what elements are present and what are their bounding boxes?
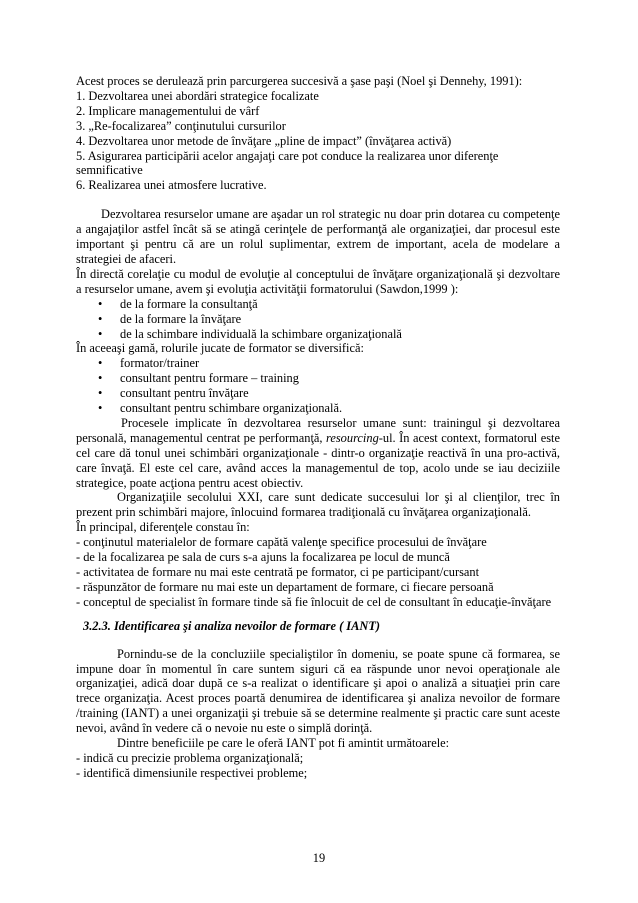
paragraph-roles: În aceeaşi gamă, rolurile jucate de formator se diversifică:: [76, 341, 364, 356]
paragraph-processes: Procesele implicate în dezvoltarea resurselor umane sunt: trainingul şi dezvoltarea personală, managementul centrat pe performanţă, resourcing-ul. În acest context, formatorul este cel care dă tonul unei schimbări organizaţionale - dintr-o organizaţie reactivă în una pro-activă, care învaţă. El este cel care, având acces la managementul de top, acolo unde se iau deciziile strategice, poate acţiona pentru acest obiectiv.: [76, 415, 560, 490]
differences-intro: În principal, diferenţele constau în:: [76, 520, 250, 535]
bullet-icon: •: [98, 296, 103, 311]
italic-term: resourcing: [326, 430, 379, 445]
paragraph-iant: Pornindu-se de la concluziile specialiştilor în domeniu, se poate spune că formarea, se impune doar în momentul în care suntem siguri că ea răspunde unor nevoi operaţionale ale organizaţiei, adică doar după ce s-a realizat o identificare şi apoi o analiză a situaţiei prin care trece organizaţia. Acest proces poartă denumirea de identificarea şi analiza nevoilor de formare /training (IANT) a unei organizaţii şi trebuie să se determine realmente şi practic care sunt aceste nevoi, având în vedere că o nevoie nu este o simplă dorinţă.: [76, 646, 560, 736]
bullet-icon: •: [98, 401, 103, 416]
step-item: 1. Dezvoltarea unei abordări strategice focalizate: [76, 88, 319, 103]
section-heading: 3.2.3. Identificarea şi analiza nevoilor de formare ( IANT): [83, 618, 381, 633]
list-item: - conceptul de specialist în formare tinde să fie înlocuit de cel de consultant în educaţie-învăţare: [76, 594, 552, 609]
evolution-list: [76, 297, 560, 342]
benefits-intro: Dintre beneficiile pe care le oferă IANT pot fi amintit următoarele:: [117, 736, 450, 751]
step-item: 6. Realizarea unei atmosfere lucrative.: [76, 178, 267, 193]
bullet-icon: •: [98, 311, 103, 326]
differences-list: [76, 535, 560, 610]
list-item: • de la schimbare individuală la schimbare organizaţională: [98, 326, 402, 341]
list-item: • de la formare la consultanţă: [98, 296, 258, 311]
step-item: 3. „Re-focalizarea” conţinutului cursurilor: [76, 118, 286, 133]
list-item: - de la focalizarea pe sala de curs s-a ajuns la focalizarea pe locul de muncă: [76, 550, 450, 565]
paragraph-xxi-century: Organizaţiile secolului XXI, care sunt dedicate succesului lor şi al clienţilor, trec în prezent prin schimbări majore, înlocuind formarea tradiţională cu învăţarea organizaţională.: [76, 490, 560, 520]
paragraph-strategic-role: Dezvoltarea resurselor umane are aşadar un rol strategic nu doar prin dotarea cu competenţe a angajaţilor astfel încât să se atingă cerinţele de performanţă ale organizaţiei, dar procesul este important şi pentru că are un rolul suplimentar, extrem de important, acela de modelare a strategiei de afaceri.: [76, 207, 560, 266]
bullet-icon: •: [98, 326, 103, 341]
benefits-list: [76, 751, 560, 781]
list-item: - conţinutul materialelor de formare capătă valenţe specifice procesului de învăţare: [76, 535, 487, 550]
bullet-icon: •: [98, 356, 103, 371]
bullet-icon: •: [98, 386, 103, 401]
list-item: • consultant pentru formare – training: [98, 371, 299, 386]
intro-line: Acest proces se derulează prin parcurgerea succesivă a şase paşi (Noel şi Dennehy, 1991):: [76, 74, 523, 88]
roles-list: [76, 356, 560, 416]
list-item: • formator/trainer: [98, 356, 200, 371]
list-item: - activitatea de formare nu mai este centrată pe formator, ci pe participant/cursant: [76, 565, 480, 579]
step-item: 2. Implicare managementului de vârf: [76, 103, 260, 118]
step-item: 4. Dezvoltarea unor metode de învăţare „pline de impact” (învăţarea activă): [76, 133, 452, 148]
step-item: 5. Asigurarea participării acelor angajaţi care pot conduce la realizarea unor diferenţe semnificative: [76, 148, 499, 178]
page-number: 19: [312, 851, 326, 865]
list-item: - indică cu precizie problema organizaţională;: [76, 750, 304, 765]
list-item: • consultant pentru învăţare: [98, 386, 249, 401]
list-item: • de la formare la învăţare: [98, 311, 242, 326]
list-item: - răspunzător de formare nu mai este un departament de formare, ci fiecare persoană: [76, 579, 494, 594]
list-item: - identifică dimensiunile respectivei probleme;: [76, 765, 308, 780]
process-steps: [76, 74, 560, 193]
list-item: • consultant pentru schimbare organizaţională.: [98, 401, 343, 416]
bullet-icon: •: [98, 371, 103, 386]
paragraph-trainer-evolution: În directă corelaţie cu modul de evoluţie al conceptului de învăţare organizaţională şi dezvoltare a resurselor umane, avem şi evoluţia activităţii formatorului (Sawdon,1999 ):: [76, 266, 560, 296]
